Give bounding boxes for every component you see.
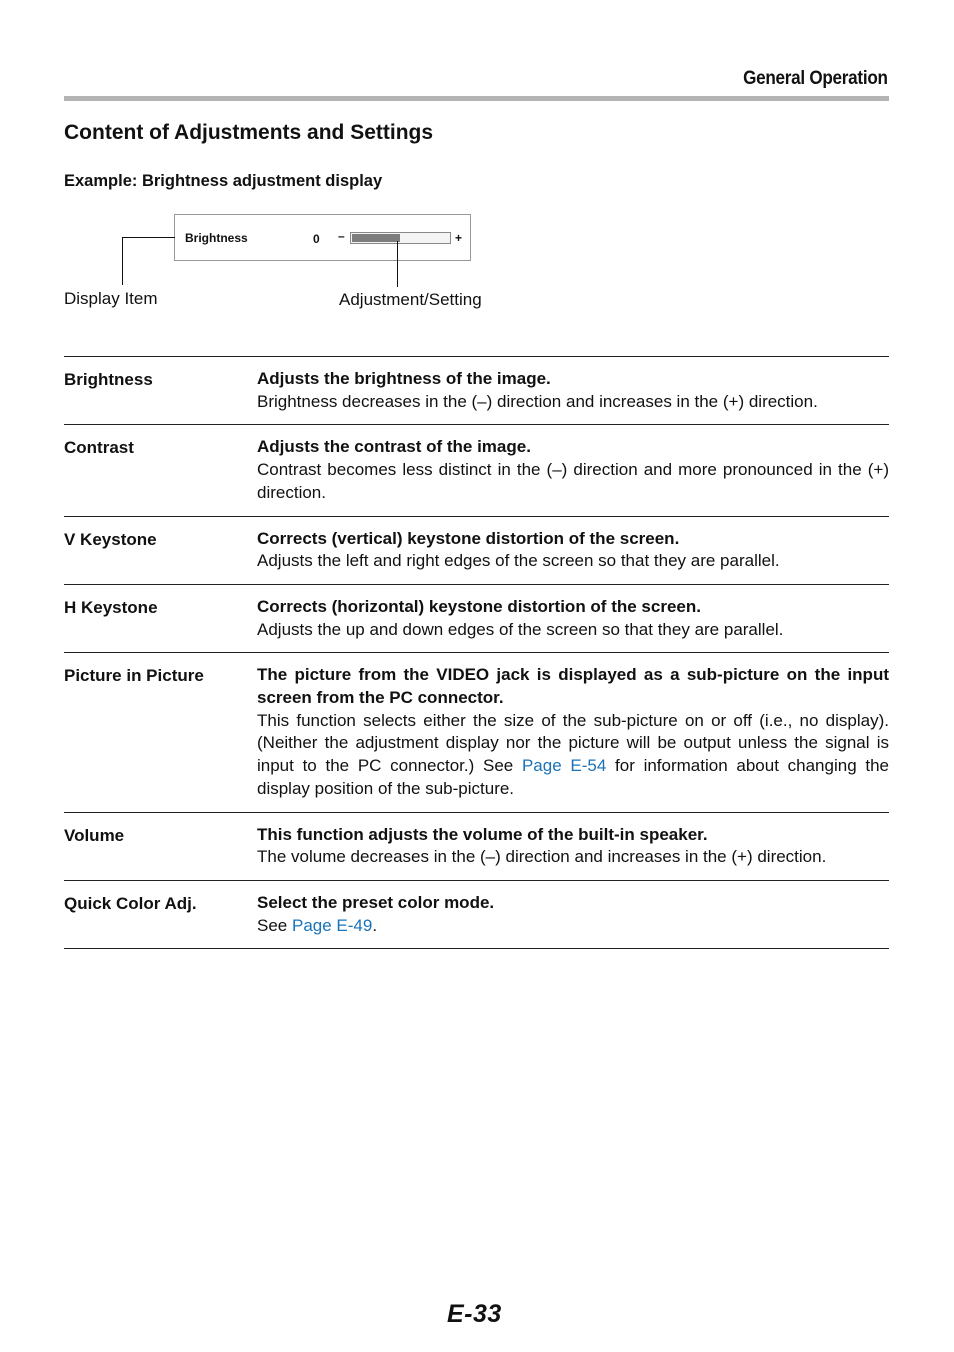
- row-term: Volume: [64, 825, 125, 845]
- row-text: for information about changing the display position of the sub-picture.: [257, 756, 889, 798]
- table-row: [64, 516, 889, 584]
- row-lead: This function adjusts the volume of the built-in speaker.: [257, 824, 708, 844]
- row-text: Adjusts the left and right edges of the screen so that they are parallel.: [257, 551, 780, 571]
- page-title: Content of Adjustments and Settings: [64, 121, 434, 144]
- table-row: [64, 812, 889, 880]
- row-text: .: [372, 915, 378, 935]
- row-lead: The picture from the VIDEO jack is displayed as a sub-picture on the input screen from the PC connector.: [257, 665, 889, 708]
- row-lead: Corrects (vertical) keystone distortion of the screen.: [257, 528, 680, 548]
- row-term: Quick Color Adj.: [64, 893, 197, 913]
- display-item-leader-vertical: [122, 237, 123, 285]
- row-lead: Adjusts the contrast of the image.: [257, 437, 531, 457]
- header-rule: [64, 96, 889, 101]
- osd-adjustment-display: [174, 214, 471, 261]
- row-text: This function selects either the size of the sub-picture on or off (i.e., no display). (Neither the adjustment display nor the picture will be output unless the signal is input to the PC connector.) See: [257, 710, 889, 776]
- section-label: General Operation: [743, 68, 888, 89]
- row-text: See: [257, 915, 292, 935]
- osd-slider-fill: [352, 234, 400, 242]
- row-description: [257, 664, 889, 800]
- adjustment-leader-vertical: [397, 241, 398, 287]
- example-caption: Example: Brightness adjustment display: [64, 172, 383, 190]
- row-description: [257, 528, 889, 573]
- page-number: E-33: [447, 1300, 502, 1328]
- adjustment-setting-callout: Adjustment/Setting: [339, 290, 482, 309]
- row-description: [257, 436, 889, 504]
- display-item-leader-horizontal: [122, 237, 175, 238]
- row-text: Brightness decreases in the (–) direction and increases in the (+) direction.: [257, 391, 818, 411]
- page-e54-link[interactable]: Page E-54: [521, 756, 607, 776]
- display-item-callout: Display Item: [64, 289, 158, 308]
- table-row: [64, 652, 889, 811]
- osd-value: 0: [313, 232, 320, 246]
- row-term: V Keystone: [64, 529, 157, 549]
- row-term: Picture in Picture: [64, 666, 204, 686]
- settings-table: [64, 356, 889, 949]
- osd-display-item: Brightness: [185, 231, 248, 245]
- page-e49-link[interactable]: Page E-49: [291, 915, 373, 935]
- table-row: [64, 880, 889, 949]
- row-description: [257, 596, 889, 641]
- row-lead: Select the preset color mode.: [257, 892, 495, 912]
- table-row: [64, 584, 889, 652]
- osd-plus-sign: +: [455, 231, 463, 245]
- osd-minus-sign: –: [338, 229, 345, 243]
- row-description: [257, 368, 889, 413]
- row-text: Contrast becomes less distinct in the (–) direction and more pronounced in the (+) direction.: [257, 460, 889, 502]
- row-description: [257, 892, 889, 937]
- row-lead: Corrects (horizontal) keystone distortion of the screen.: [257, 596, 701, 616]
- row-term: Brightness: [64, 370, 153, 389]
- row-description: [257, 824, 889, 869]
- row-text: Adjusts the up and down edges of the screen so that they are parallel.: [257, 619, 784, 639]
- row-term: Contrast: [64, 438, 134, 458]
- row-lead: Adjusts the brightness of the image.: [257, 369, 551, 388]
- row-text: The volume decreases in the (–) direction and increases in the (+) direction.: [257, 847, 827, 867]
- table-row: [64, 356, 889, 424]
- table-row: [64, 424, 889, 515]
- row-term: H Keystone: [64, 597, 158, 617]
- osd-slider-track: [350, 232, 451, 244]
